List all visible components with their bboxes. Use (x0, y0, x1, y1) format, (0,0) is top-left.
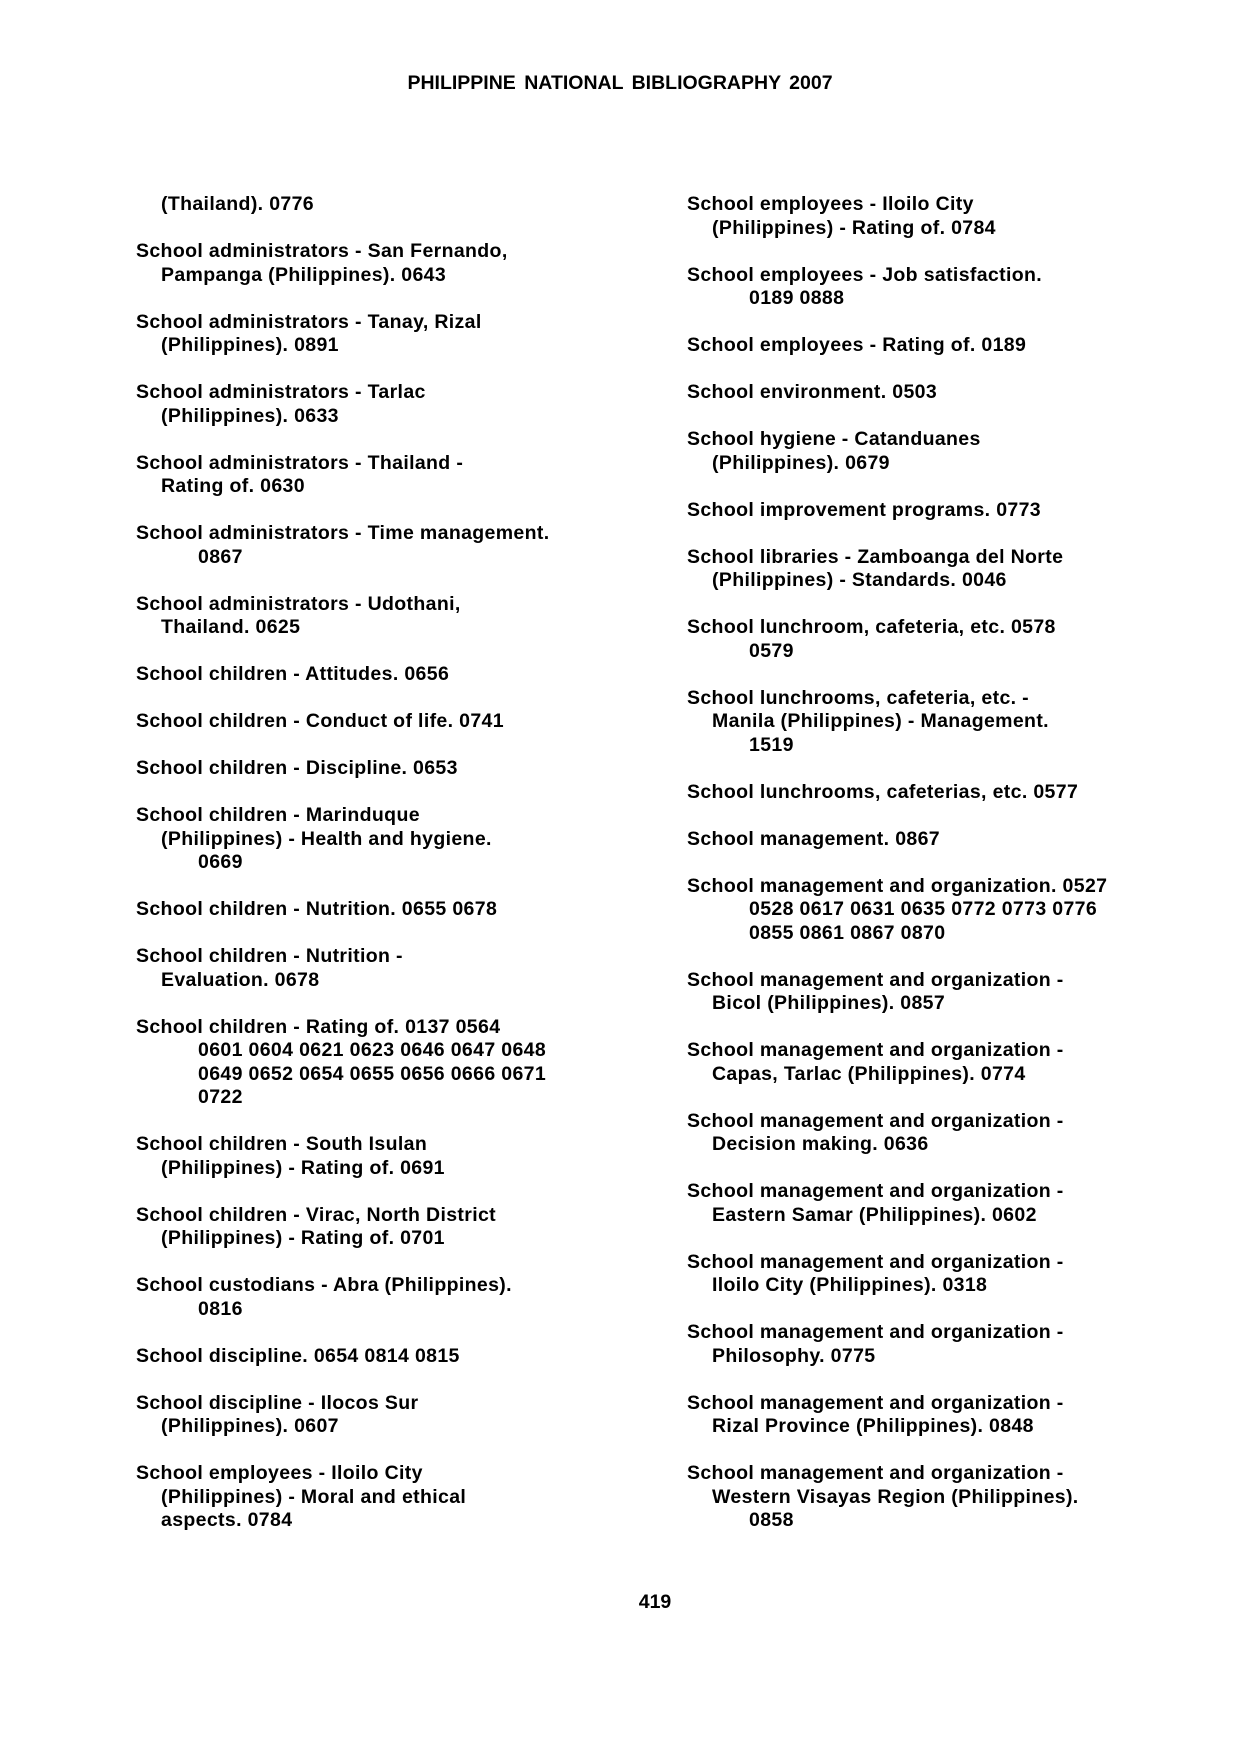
index-entry (687, 1392, 1235, 1439)
index-entry-line: School management and organization - (687, 968, 1064, 991)
index-column-left (136, 193, 684, 1556)
index-entry (136, 593, 684, 640)
index-entry-line: Thailand. 0625 (161, 616, 301, 638)
index-entry-line: (Philippines) - Standards. 0046 (712, 569, 1007, 591)
index-entry (136, 381, 684, 428)
index-entry (136, 898, 684, 922)
index-entry-line: aspects. 0784 (161, 1509, 293, 1531)
index-entry (687, 1180, 1235, 1227)
index-entry (687, 1110, 1235, 1157)
index-entry (136, 522, 684, 569)
index-entry-line: (Philippines) - Moral and ethical (161, 1485, 467, 1508)
index-entry-line: (Philippines) - Health and hygiene. (161, 827, 492, 850)
index-entry (136, 804, 684, 875)
index-entry-line: School children - Rating of. 0137 0564 (136, 1015, 501, 1038)
index-entry-line: Bicol (Philippines). 0857 (712, 992, 946, 1014)
index-entry-line: Philosophy. 0775 (712, 1344, 876, 1367)
index-entry-line: School children - Discipline. 0653 (136, 757, 458, 779)
index-entry-line: School children - Conduct of life. 0741 (136, 710, 504, 732)
index-entry-line: Pampanga (Philippines). 0643 (161, 263, 447, 286)
page-number: 419 (638, 1591, 672, 1613)
page-header: PHILIPPINE NATIONAL BIBLIOGRAPHY 2007 (407, 72, 833, 94)
index-entry-line: School children - Virac, North District (136, 1203, 497, 1226)
index-entry-line: School children - South Isulan (136, 1133, 428, 1155)
index-entry-line: School discipline. 0654 0814 0815 (136, 1344, 460, 1367)
index-entry-line: Rizal Province (Philippines). 0848 (712, 1415, 1034, 1437)
index-entry-line: School improvement programs. 0773 (687, 498, 1041, 521)
index-entry-line: (Philippines) - Rating of. 0784 (712, 216, 996, 239)
index-entry-line: School employees - Job satisfaction. (687, 263, 1043, 286)
index-entry-line: School administrators - Thailand - (136, 451, 464, 474)
index-entry-line: 0189 0888 (749, 287, 845, 309)
index-entry-line: School management and organization - (687, 1180, 1064, 1202)
index-entry-line: School employees - Iloilo City (136, 1462, 423, 1484)
index-entry (687, 616, 1235, 663)
index-entry (136, 240, 684, 287)
index-entry (687, 875, 1235, 946)
index-entry-line: School custodians - Abra (Philippines). (136, 1274, 512, 1296)
index-entry-line: School management and organization - (687, 1250, 1064, 1273)
index-entry-line: School administrators - San Fernando, (136, 240, 508, 262)
index-entry (687, 1321, 1235, 1368)
index-entry-line: Capas, Tarlac (Philippines). 0774 (712, 1062, 1026, 1085)
index-entry-line: School children - Nutrition - (136, 945, 403, 967)
index-entry-line: School discipline - Ilocos Sur (136, 1391, 419, 1414)
index-entry (687, 1251, 1235, 1298)
index-entry (687, 264, 1235, 311)
index-entry-line: 0816 (198, 1297, 243, 1320)
index-entry-line: (Philippines). 0633 (161, 404, 339, 427)
index-entry-line: Decision making. 0636 (712, 1133, 929, 1155)
index-entry (687, 546, 1235, 593)
index-entry (687, 428, 1235, 475)
index-entry (687, 499, 1235, 523)
index-entry-line: (Philippines) - Rating of. 0701 (161, 1227, 445, 1249)
index-entry-line: Evaluation. 0678 (161, 968, 320, 991)
index-entry-line: Manila (Philippines) - Management. (712, 710, 1049, 732)
index-entry (136, 193, 684, 217)
index-entry (136, 1016, 684, 1110)
index-entry-line: 0601 0604 0621 0623 0646 0647 0648 (198, 1039, 547, 1061)
index-entry (136, 1204, 684, 1251)
index-entry (687, 781, 1235, 805)
index-entry-line: School administrators - Tarlac (136, 381, 426, 403)
index-entry (136, 663, 684, 687)
index-entry (136, 1392, 684, 1439)
index-entry (687, 1462, 1235, 1533)
index-entry (687, 828, 1235, 852)
index-entry (687, 687, 1235, 758)
index-entry-line: Rating of. 0630 (161, 475, 305, 497)
index-entry-line: School children - Attitudes. 0656 (136, 663, 450, 685)
index-entry (136, 757, 684, 781)
index-entry (687, 193, 1235, 240)
index-entry (136, 1345, 684, 1369)
index-entry (687, 381, 1235, 405)
index-entry-line: School children - Nutrition. 0655 0678 (136, 898, 498, 920)
index-entry-line: Western Visayas Region (Philippines). (712, 1485, 1079, 1508)
index-entry-line: (Philippines). 0679 (712, 451, 890, 474)
index-column-right (687, 193, 1235, 1556)
index-entry-line: 0528 0617 0631 0635 0772 0773 0776 (749, 898, 1098, 920)
index-entry (136, 1462, 684, 1533)
index-entry-line: School libraries - Zamboanga del Norte (687, 545, 1064, 568)
index-entry (687, 1039, 1235, 1086)
index-entry-line: (Thailand). 0776 (161, 193, 314, 215)
index-entry-line: 0855 0861 0867 0870 (749, 921, 946, 944)
index-entry-line: 1519 (749, 733, 794, 756)
index-entry-line: School children - Marinduque (136, 804, 420, 826)
index-entry-line: School lunchrooms, cafeterias, etc. 0577 (687, 780, 1079, 803)
index-entry-line: School lunchroom, cafeteria, etc. 0578 (687, 616, 1056, 638)
index-entry-line: Eastern Samar (Philippines). 0602 (712, 1203, 1037, 1226)
index-entry-line: School environment. 0503 (687, 381, 938, 403)
index-entry-line: School administrators - Time management. (136, 522, 550, 544)
index-entry-line: School employees - Iloilo City (687, 193, 974, 215)
index-entry (687, 969, 1235, 1016)
index-entry-line: (Philippines) - Rating of. 0691 (161, 1156, 445, 1179)
index-entry-line: School employees - Rating of. 0189 (687, 334, 1027, 356)
index-entry-line: 0858 (749, 1509, 794, 1531)
index-entry-line: School administrators - Udothani, (136, 592, 461, 615)
index-entry-line: School management and organization - (687, 1462, 1064, 1484)
index-entry (136, 311, 684, 358)
index-entry-line: School lunchrooms, cafeteria, etc. - (687, 686, 1030, 709)
index-entry (136, 710, 684, 734)
index-entry-line: School management and organization - (687, 1391, 1064, 1414)
index-entry-line: School management and organization - (687, 1039, 1064, 1061)
index-entry (136, 452, 684, 499)
index-entry-line: School hygiene - Catanduanes (687, 428, 981, 450)
index-entry-line: School management and organization - (687, 1321, 1064, 1343)
index-entry-line: School management. 0867 (687, 827, 940, 850)
index-entry-line: 0579 (749, 639, 794, 662)
index-entry-line: (Philippines). 0607 (161, 1415, 339, 1437)
index-entry-line: 0669 (198, 851, 243, 873)
index-entry (136, 1133, 684, 1180)
index-entry-line: (Philippines). 0891 (161, 334, 339, 356)
index-entry-line: 0867 (198, 545, 243, 568)
index-entry (687, 334, 1235, 358)
index-entry (136, 945, 684, 992)
index-entry-line: School management and organization. 0527 (687, 874, 1108, 897)
index-entry-line: 0649 0652 0654 0655 0656 0666 0671 (198, 1062, 547, 1085)
index-entry-line: School management and organization - (687, 1109, 1064, 1132)
index-entry-line: School administrators - Tanay, Rizal (136, 310, 482, 333)
index-entry-line: 0722 (198, 1086, 243, 1108)
index-entry-line: Iloilo City (Philippines). 0318 (712, 1274, 988, 1296)
index-entry (136, 1274, 684, 1321)
